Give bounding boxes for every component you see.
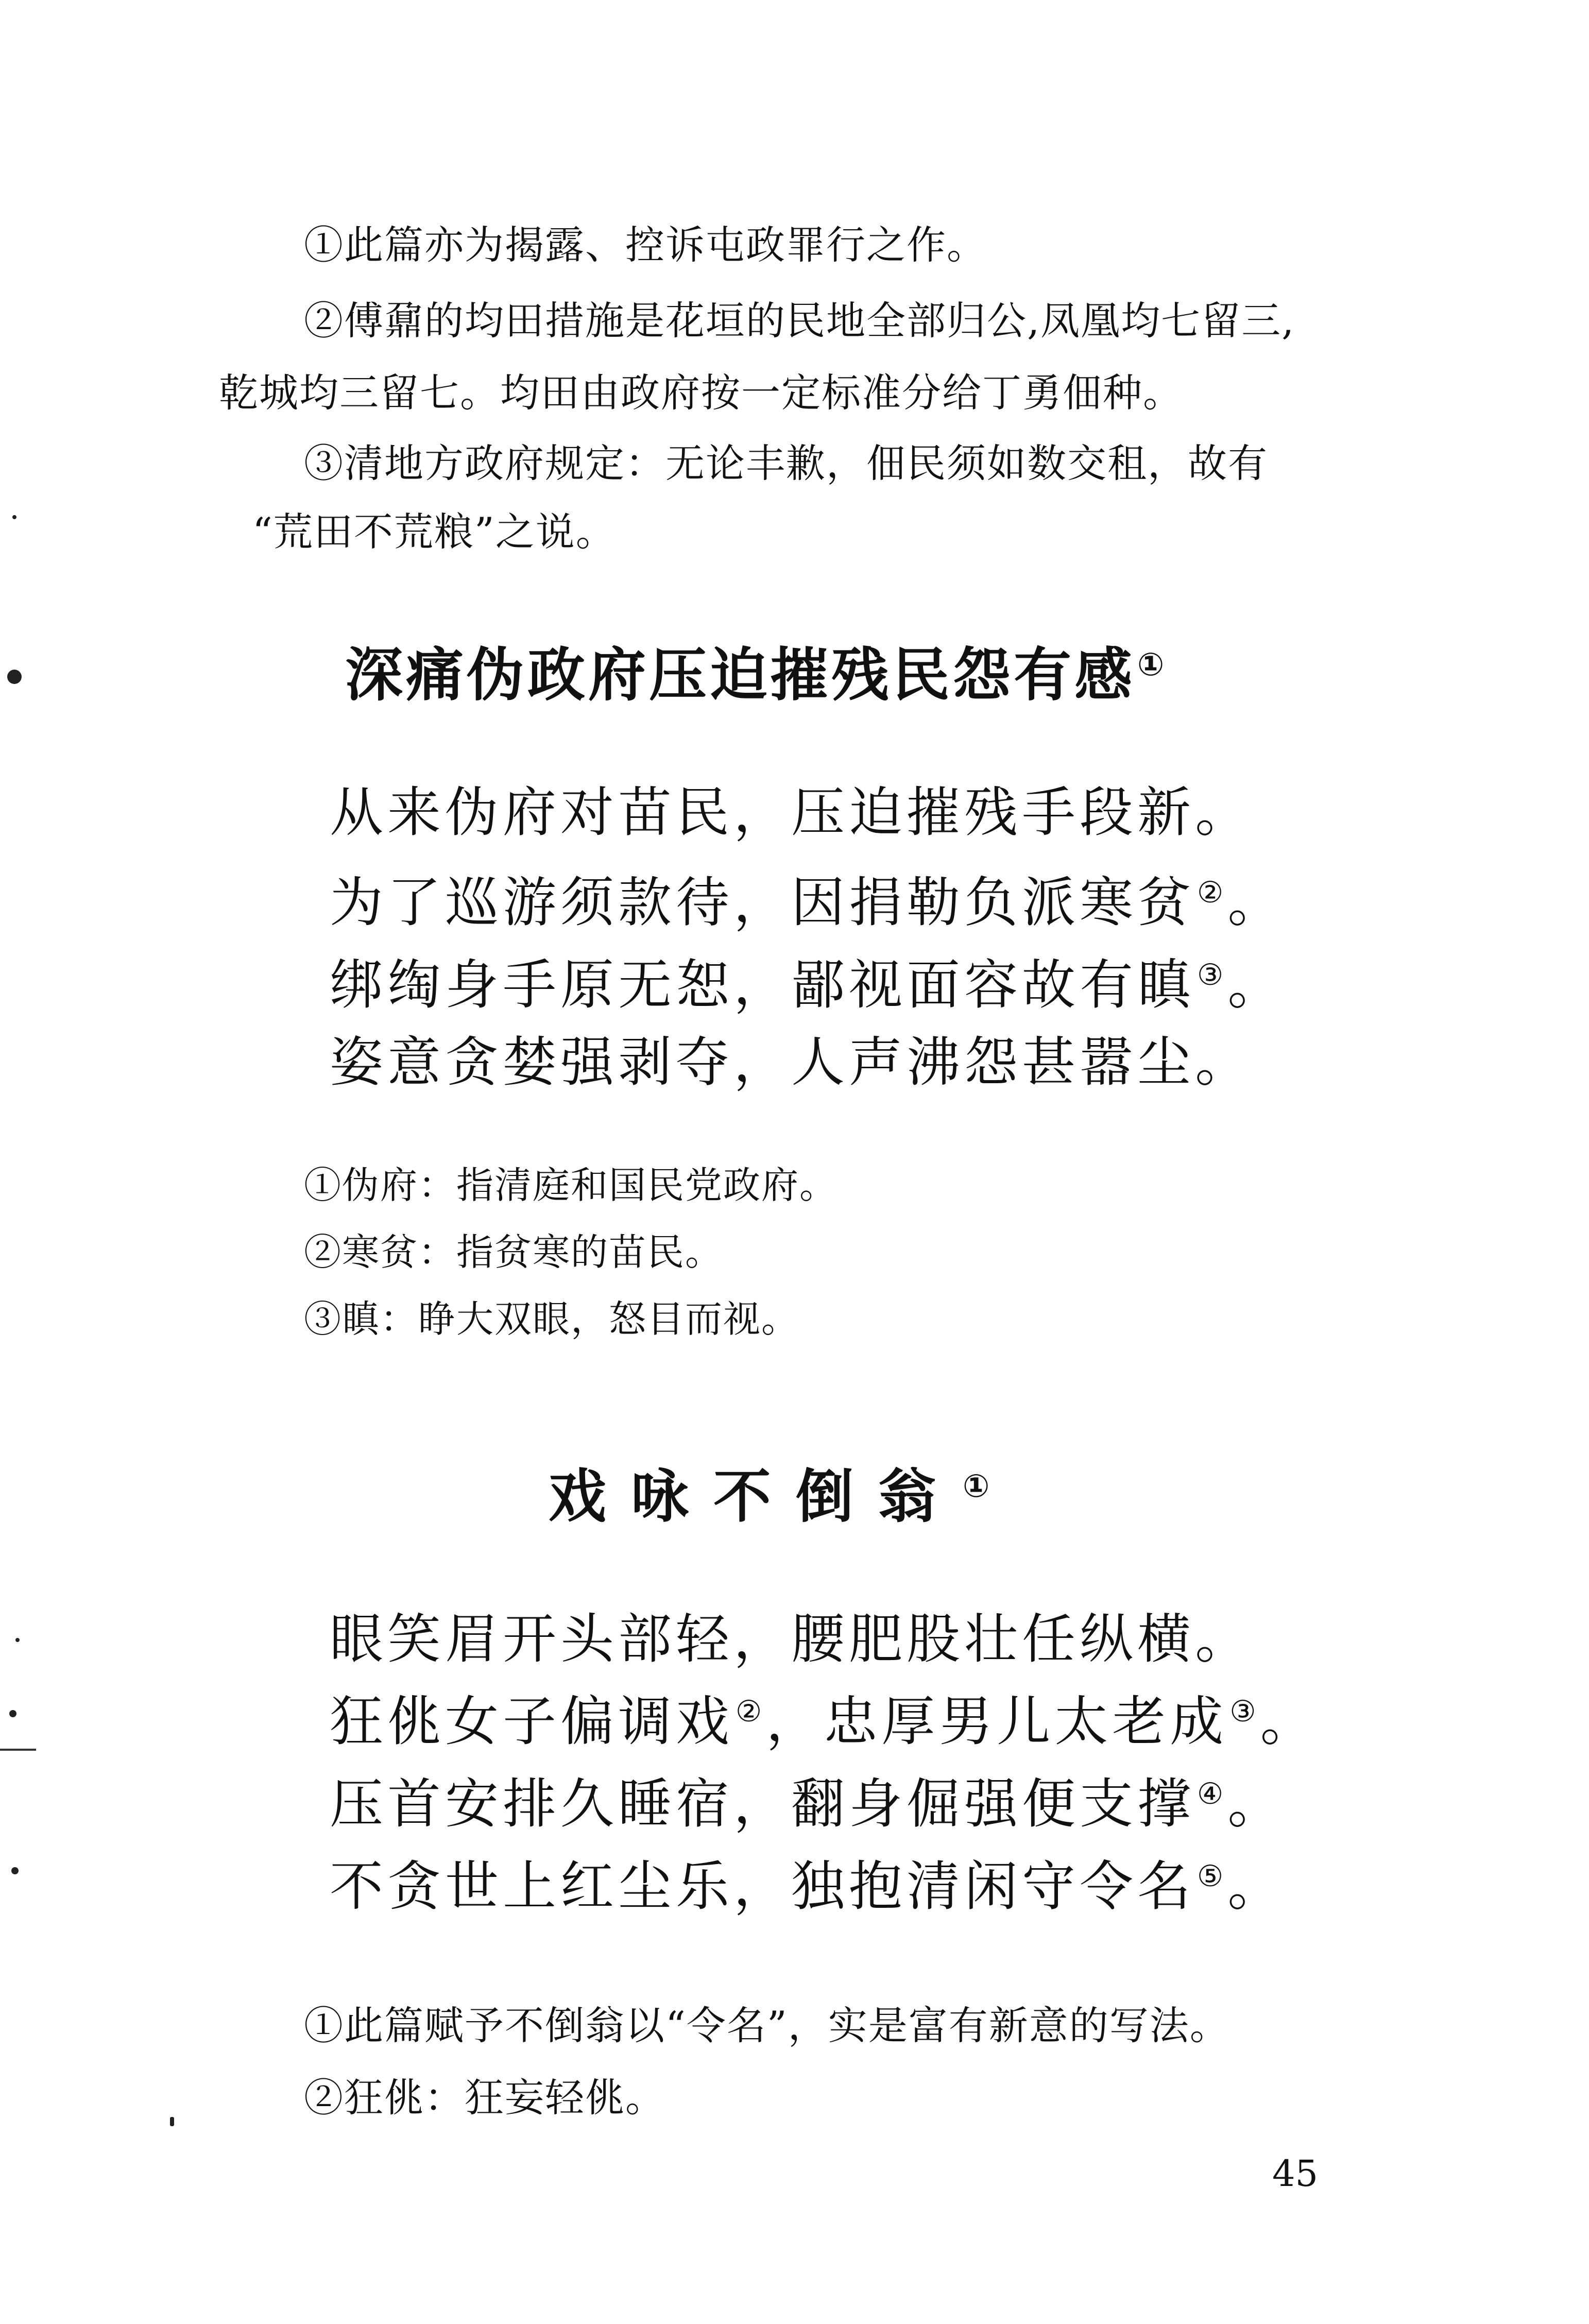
poem2-line-1 — [330, 1608, 1253, 1670]
page-number: 45 — [1272, 2152, 1319, 2195]
poem2-line-4-mark: ⑤ — [1197, 1859, 1228, 1894]
poem1-line-2-mark: ② — [1197, 876, 1228, 910]
top-note-4: ③清地方政府规定：无论丰歉，佃民须如数交租，故有 — [304, 440, 1268, 486]
poem1-line-2-text: 为了巡游须款待，因捐勒负派寒贫 — [330, 871, 1195, 934]
poem1-line-3-text: 绑绹身手原无恕，鄙视面容故有瞋 — [330, 953, 1195, 1016]
scan-speck — [7, 670, 22, 684]
poem1-line-2-end: 。 — [1227, 871, 1286, 934]
poem1-line-2 — [330, 871, 1286, 934]
poem1-line-3 — [330, 953, 1286, 1016]
top-note-5: “荒田不荒粮”之说。 — [252, 509, 616, 555]
top-note-3: 乾城均三留七。均田由政府按一定标准分给丁勇佃种。 — [219, 370, 1183, 416]
poem2-line-3-text: 压首安排久睡宿，翻身倔强便支撑 — [330, 1772, 1195, 1835]
poem1-line-1-text: 从来伪府对苗民，压迫摧残手段新。 — [330, 781, 1253, 844]
poem2-line-2-mid: ，忠厚男儿太老成 — [766, 1690, 1228, 1753]
poem2-title — [549, 1463, 1015, 1530]
scan-speck — [12, 515, 16, 519]
poem2-line-4 — [330, 1855, 1286, 1918]
poem2-line-2 — [330, 1690, 1318, 1753]
poem2-title-footnote-mark: ① — [963, 1467, 1015, 1505]
poem2-title-text: 戏咏不倒翁 — [549, 1463, 961, 1530]
poem1-note-3: ③瞋：睁大双眼，怒目而视。 — [304, 1297, 800, 1341]
poem1-line-1 — [330, 781, 1253, 844]
poem1-line-3-mark: ③ — [1197, 958, 1228, 993]
poem1-note-1: ①伪府：指清庭和国民党政府。 — [304, 1164, 838, 1207]
scan-speck — [11, 1867, 19, 1874]
poem2-line-4-end: 。 — [1227, 1855, 1286, 1918]
poem2-line-1-text: 眼笑眉开头部轻，腰肥股壮任纵横。 — [330, 1608, 1253, 1670]
scan-speck — [9, 1710, 16, 1717]
scan-speck — [15, 1638, 20, 1642]
poem1-line-4-text: 姿意贪婪强剥夺，人声沸怨甚嚣尘。 — [330, 1031, 1253, 1093]
poem1-note-2: ②寒贫：指贫寒的苗民。 — [304, 1231, 724, 1274]
poem2-line-4-text: 不贪世上红尘乐，独抱清闲守令名 — [330, 1855, 1195, 1918]
poem2-line-3 — [330, 1772, 1286, 1835]
poem1-line-4 — [330, 1031, 1253, 1093]
poem1-title-text: 深痛伪政府压迫摧残民怨有感 — [345, 642, 1135, 709]
top-note-1: ①此篇亦为揭露、控诉屯政罪行之作。 — [304, 222, 987, 268]
poem1-title — [345, 642, 1168, 709]
poem2-note-1: ①此篇赋予不倒翁以“令名”，实是富有新意的写法。 — [304, 2003, 1230, 2048]
poem2-line-2-mark: ② — [736, 1695, 766, 1729]
top-note-2: ②傅鼐的均田措施是花垣的民地全部归公,凤凰均七留三, — [304, 298, 1295, 344]
scan-mark — [0, 1749, 36, 1751]
poem2-line-2-text: 狂佻女子偏调戏 — [330, 1690, 734, 1753]
poem2-line-3-end: 。 — [1227, 1772, 1286, 1835]
scan-speck — [170, 2117, 174, 2126]
poem2-line-3-mark: ④ — [1197, 1777, 1228, 1812]
poem2-line-2-end: 。 — [1260, 1690, 1318, 1753]
poem2-line-2-mark2: ③ — [1229, 1695, 1260, 1729]
poem1-line-3-end: 。 — [1227, 953, 1286, 1016]
poem1-title-footnote-mark: ① — [1137, 645, 1168, 683]
poem2-note-2: ②狂佻：狂妄轻佻。 — [304, 2075, 665, 2121]
